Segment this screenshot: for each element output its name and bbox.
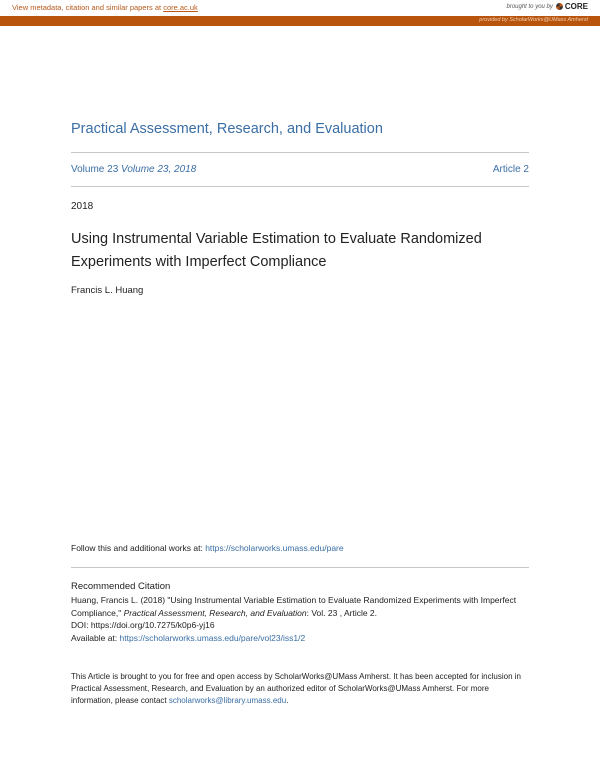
- divider: [71, 186, 529, 187]
- publication-year: 2018: [71, 201, 94, 212]
- author-name: Francis L. Huang: [71, 285, 144, 296]
- provider-bar: [0, 16, 600, 26]
- available-label: Available at:: [71, 632, 120, 643]
- core-banner: [0, 0, 600, 16]
- contact-email-link[interactable]: scholarworks@library.umass.edu: [168, 696, 287, 705]
- journal-title[interactable]: Practical Assessment, Research, and Evaluation: [71, 121, 383, 137]
- core-metadata-notice: [12, 3, 198, 12]
- volume-issue-label: Volume 23, 2018: [121, 164, 197, 175]
- brought-by: [507, 2, 589, 11]
- follow-link[interactable]: https://scholarworks.umass.edu/pare: [205, 543, 344, 553]
- follow-line: [71, 543, 344, 553]
- available-link[interactable]: https://scholarworks.umass.edu/pare/vol23/iss1/2: [119, 632, 306, 643]
- citation-text: Huang, Francis L. (2018) "Using Instrumental Variable Estimation to Evaluate Randomized Experiments with Imperfect Compliance,": [71, 595, 517, 618]
- core-link[interactable]: core.ac.uk: [163, 3, 198, 12]
- access-notice: [71, 671, 531, 707]
- access-notice-end: .: [286, 696, 289, 705]
- core-logo[interactable]: [556, 2, 588, 11]
- citation-volume: : Vol. 23 , Article 2.: [306, 607, 378, 618]
- follow-text: Follow this and additional works at:: [71, 543, 206, 553]
- citation-block: [71, 594, 531, 644]
- brought-by-text: brought to you by: [506, 3, 553, 10]
- volume-info[interactable]: [71, 164, 196, 175]
- citation-journal: Practical Assessment, Research, and Evaluation: [123, 607, 307, 618]
- citation-doi: DOI: https://doi.org/10.7275/k0p6-yj16: [71, 620, 215, 630]
- paper-title: Using Instrumental Variable Estimation to Evaluate Randomized Experiments with Imperfect Compliance: [71, 231, 482, 270]
- access-notice-text: This Article is brought to you for free and open access by ScholarWorks@UMass Amherst. It has been accepted for inclusion in Practical Assessment, Research, and Evaluation by an authorized editor of ScholarWorks@UMass Amherst. For more information, please contact: [71, 672, 521, 705]
- divider: [71, 152, 529, 153]
- divider: [71, 567, 529, 568]
- article-number[interactable]: Article 2: [492, 164, 529, 175]
- volume-label: Volume 23: [71, 164, 119, 175]
- metadata-text: View metadata, citation and similar papers at: [12, 3, 164, 12]
- recommended-citation-heading: Recommended Citation: [71, 581, 171, 592]
- core-label: CORE: [564, 2, 588, 11]
- provided-by-text: provided by ScholarWorks@UMass Amherst: [479, 17, 588, 23]
- core-logo-icon: [556, 3, 563, 10]
